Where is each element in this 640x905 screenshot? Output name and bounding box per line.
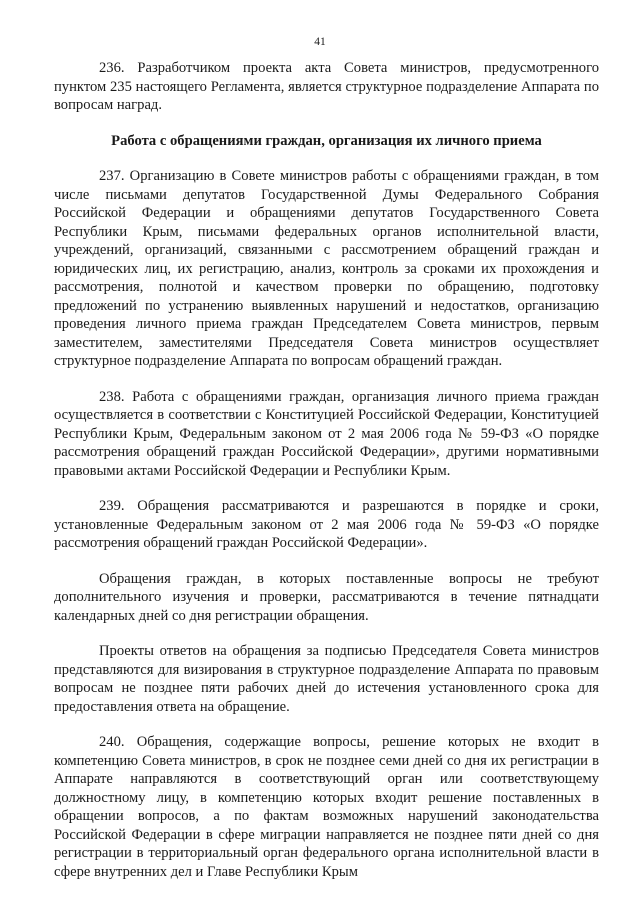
document-body [54, 59, 599, 881]
paragraph-239: 239. Обращения рассматриваются и разрешаются в порядке и сроки, установленные Федеральным законом от 2 мая 2006 года № 59-ФЗ «О порядке рассмотрения обращений граждан Российской Федерации». [54, 498, 599, 551]
paragraph-237: 237. Организацию в Совете министров работы с обращениями граждан, в том числе письмами депутатов Государственной Думы Федерального Собрания Российской Федерации и обращениями депутатов Государственного Совета Республики Крым, письмами федеральных органов исполнительной власти, учреждений, организаций, связанными с рассмотрением обращений граждан и юридических лиц, их регистрацию, анализ, контроль за сроками их прохождения и рассмотрения, полнотой и качеством проверки по обращению, подготовку предложений по устранению выявленных нарушений и недостатков, организацию проведения личного приема граждан Председателем Совета министров, первым заместителем, заместителями Председателя Совета министров осуществляет структурное подразделение Аппарата по вопросам обращений граждан. [54, 168, 599, 369]
spacer [54, 625, 599, 642]
paragraph-240: 240. Обращения, содержащие вопросы, решение которых не входит в компетенцию Совета министров, в срок не позднее семи дней со дня их регистрации в Аппарате направляются в соответствующий орган или соответствующему должностному лицу, в компетенцию которых входит решение поставленных в обращении вопросов, а по фактам возможных нарушений законодательства Российской Федерации в сфере миграции направляется не позднее пяти дней со дня регистрации в территориальный орган федерального органа исполнительной власти в сфере внутренних дел и Главе Республики Крым [54, 734, 599, 880]
section-heading: Работа с обращениями граждан, организация их личного приема [111, 132, 542, 149]
spacer [54, 716, 599, 733]
paragraph-239-review-period: Обращения граждан, в которых поставленные вопросы не требуют дополнительного изучения и проверки, рассматриваются в течение пятнадцати календарных дней со дня регистрации обращения. [54, 570, 599, 624]
spacer [54, 115, 599, 132]
page-number: 41 [314, 36, 326, 48]
spacer [54, 553, 599, 570]
spacer [54, 371, 599, 388]
paragraph-238: 238. Работа с обращениями граждан, организация личного приема граждан осуществляется в соответствии с Конституцией Российской Федерации, Конституцией Республики Крым, Федеральным законом от 2 мая 2006 года № 59-ФЗ «О порядке рассмотрения обращений граждан Российской Федерации», другими нормативными правовыми актами Российской Федерации и Республики Крым. [54, 388, 599, 479]
spacer [54, 480, 599, 497]
paragraph-239-draft-answers: Проекты ответов на обращения за подписью Председателя Совета министров представляются для визирования в структурное подразделение Аппарата по правовым вопросам не позднее пяти рабочих дней до истечения установленного срока для предоставления ответа на обращение. [54, 643, 599, 715]
spacer [54, 150, 599, 167]
paragraph-236: 236. Разработчиком проекта акта Совета министров, предусмотренного пунктом 235 настоящего Регламента, является структурное подразделение Аппарата по вопросам наград. [54, 60, 599, 113]
